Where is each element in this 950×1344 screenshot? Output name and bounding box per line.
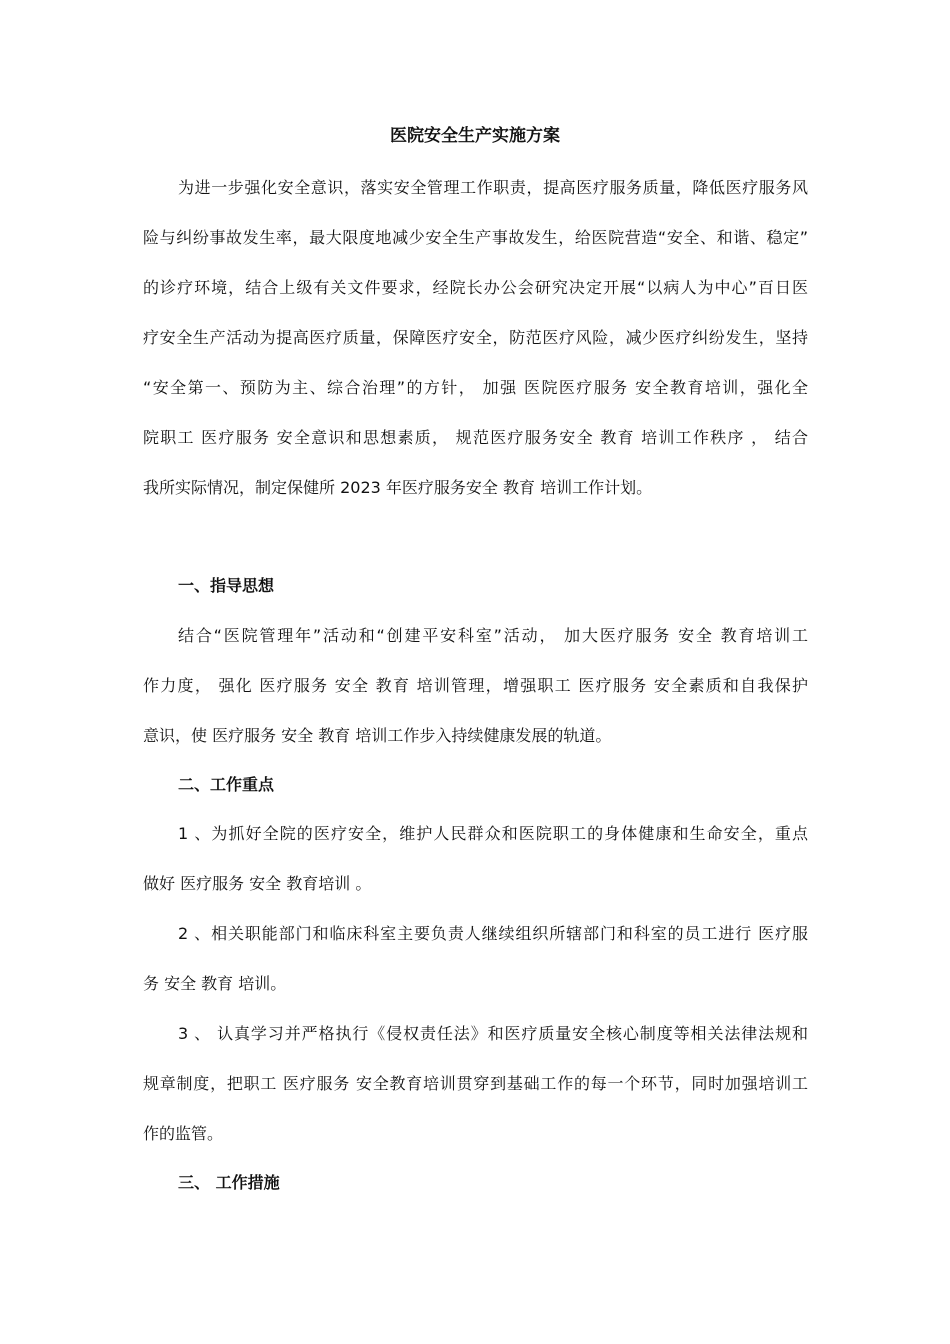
section-heading-work-focus: 二、工作重点 <box>178 775 275 794</box>
intro-line: “安全第一、预防为主、综合治理”的方针， 加强 医院医疗服务 安全教育培训，强化全 <box>143 378 808 397</box>
list-item-line: 2 、相关职能部门和临床科室主要负责人继续组织所辖部门和科室的员工进行 医疗服 <box>178 924 808 943</box>
intro-line: 院职工 医疗服务 安全意识和思想素质， 规范医疗服务安全 教育 培训工作秩序 ， 结合 <box>143 428 808 447</box>
intro-line: 疗安全生产活动为提高医疗质量，保障医疗安全，防范医疗风险，减少医疗纠纷发生，坚持 <box>143 328 808 347</box>
section-line: 意识，使 医疗服务 安全 教育 培训工作步入持续健康发展的轨道。 <box>143 726 612 745</box>
list-item-line: 1 、为抓好全院的医疗安全，维护人民群众和医院职工的身体健康和生命安全，重点 <box>178 824 808 843</box>
list-item-line: 规章制度，把职工 医疗服务 安全教育培训贯穿到基础工作的每一个环节，同时加强培训工 <box>143 1074 808 1093</box>
section-line: 结合“医院管理年”活动和“创建平安科室”活动， 加大医疗服务 安全 教育培训工 <box>178 626 808 645</box>
list-item-line: 3 、 认真学习并严格执行《侵权责任法》和医疗质量安全核心制度等相关法律法规和 <box>178 1024 808 1043</box>
intro-line: 险与纠纷事故发生率，最大限度地减少安全生产事故发生，给医院营造“安全、和谐、稳定” <box>143 228 808 247</box>
section-line: 作力度， 强化 医疗服务 安全 教育 培训管理，增强职工 医疗服务 安全素质和自我保护 <box>143 676 808 695</box>
section-heading-guiding-thought: 一、指导思想 <box>178 576 275 595</box>
intro-line: 的诊疗环境，结合上级有关文件要求，经院长办公会研究决定开展“以病人为中心”百日医 <box>143 278 808 297</box>
intro-line: 我所实际情况，制定保健所 2023 年医疗服务安全 教育 培训工作计划。 <box>143 478 653 497</box>
list-item-line: 作的监管。 <box>143 1124 224 1143</box>
list-item-line: 务 安全 教育 培训。 <box>143 974 287 993</box>
document-title: 医院安全生产实施方案 <box>390 126 560 146</box>
section-heading-work-measures: 三、 工作措施 <box>178 1173 280 1192</box>
intro-line: 为进一步强化安全意识，落实安全管理工作职责，提高医疗服务质量，降低医疗服务风 <box>178 178 808 197</box>
list-item-line: 做好 医疗服务 安全 教育培训 。 <box>143 874 372 893</box>
